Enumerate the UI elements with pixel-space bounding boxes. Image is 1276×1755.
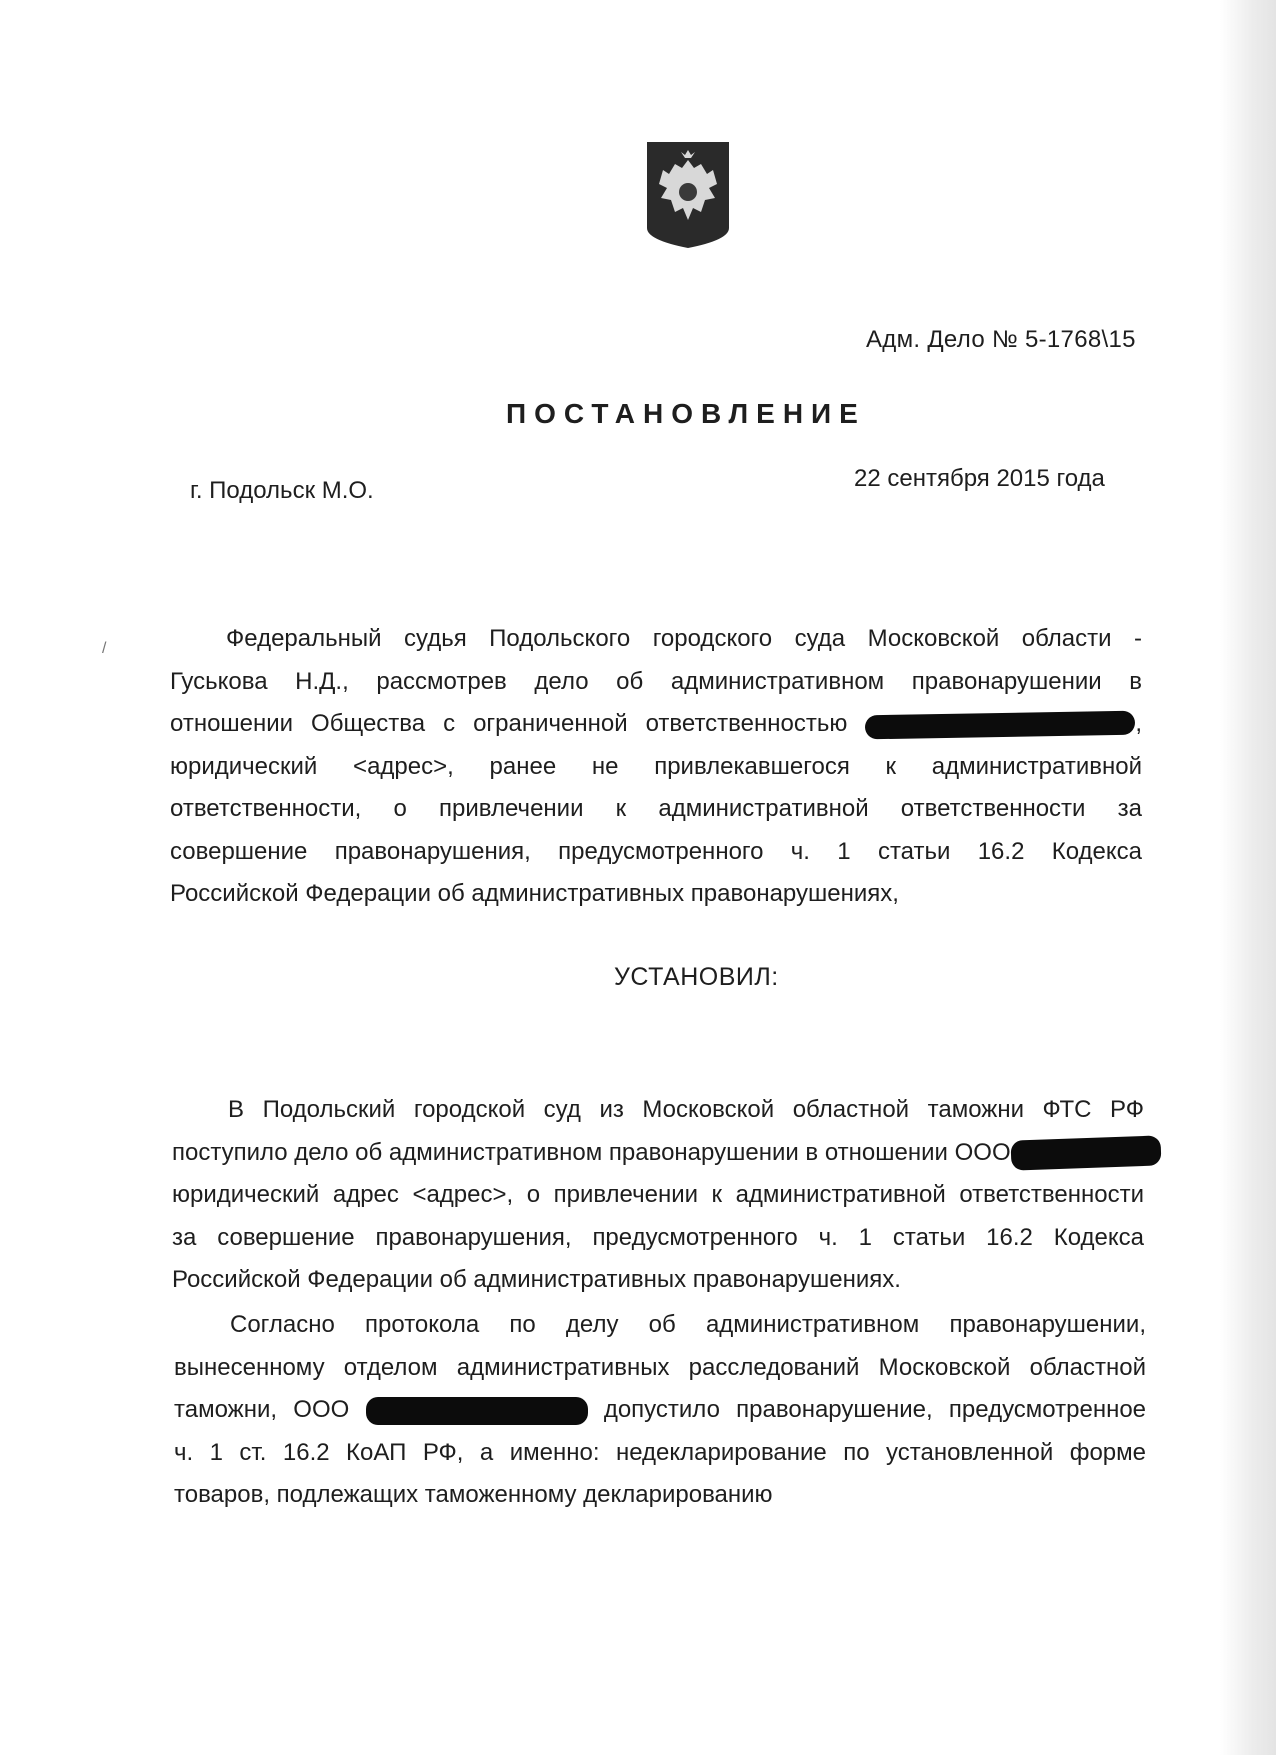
text-line: отношении Общества с ограниченной ответственностью , (170, 703, 1142, 746)
text-line: совершение правонарушения, предусмотренного ч. 1 статьи 16.2 Кодекса (170, 837, 1142, 865)
scan-edge-shadow (1220, 0, 1276, 1755)
text-line: вынесенному отделом административных расследований Московской областной (174, 1353, 1146, 1381)
redaction-mark (865, 710, 1135, 739)
text-line: Гуськова Н.Д., рассмотрев дело об административном правонарушении в (170, 667, 1142, 695)
body-paragraph-2 (174, 1304, 1146, 1517)
scan-mark: / (102, 640, 107, 657)
redaction-mark (366, 1397, 588, 1425)
text-line: таможни, ООО допустило правонарушение, предусмотренное (174, 1396, 1147, 1423)
case-number: Адм. Дело № 5-1768\15 (866, 326, 1136, 353)
section-heading: УСТАНОВИЛ: (614, 963, 779, 991)
document-title: ПОСТАНОВЛЕНИЕ (506, 398, 866, 429)
text-line: ч. 1 ст. 16.2 КоАП РФ, а именно: недекларирование по установленной форме (174, 1438, 1146, 1466)
text-line: ответственности, о привлечении к административной ответственности за (170, 795, 1142, 822)
text-line: товаров, подлежащих таможенному декларированию (174, 1481, 773, 1508)
text-line: юридический адрес <адрес>, о привлечении к административной ответственности (172, 1181, 1144, 1208)
text-line: юридический <адрес>, ранее не привлекавшегося к административной (170, 752, 1142, 780)
text-line: Российской Федерации об административных правонарушениях. (172, 1266, 901, 1293)
redaction-mark (1010, 1136, 1161, 1171)
text-line: В Подольский городской суд из Московской областной таможни ФТС РФ (228, 1096, 1144, 1123)
text-line: за совершение правонарушения, предусмотренного ч. 1 статьи 16.2 Кодекса (172, 1223, 1144, 1251)
text-line: Российской Федерации об административных правонарушениях, (170, 880, 899, 907)
text-line: Согласно протокола по делу об административном правонарушении, (230, 1311, 1146, 1338)
body-paragraph-1 (172, 1089, 1144, 1302)
text-line: Федеральный судья Подольского городского суда Московской области - (226, 625, 1142, 652)
document-date: 22 сентября 2015 года (854, 465, 1105, 492)
text-line: поступило дело об административном правонарушении в отношении ООО (172, 1132, 1144, 1175)
russian-coat-of-arms-icon (645, 140, 731, 250)
intro-paragraph (170, 618, 1142, 916)
city: г. Подольск М.О. (190, 477, 374, 504)
